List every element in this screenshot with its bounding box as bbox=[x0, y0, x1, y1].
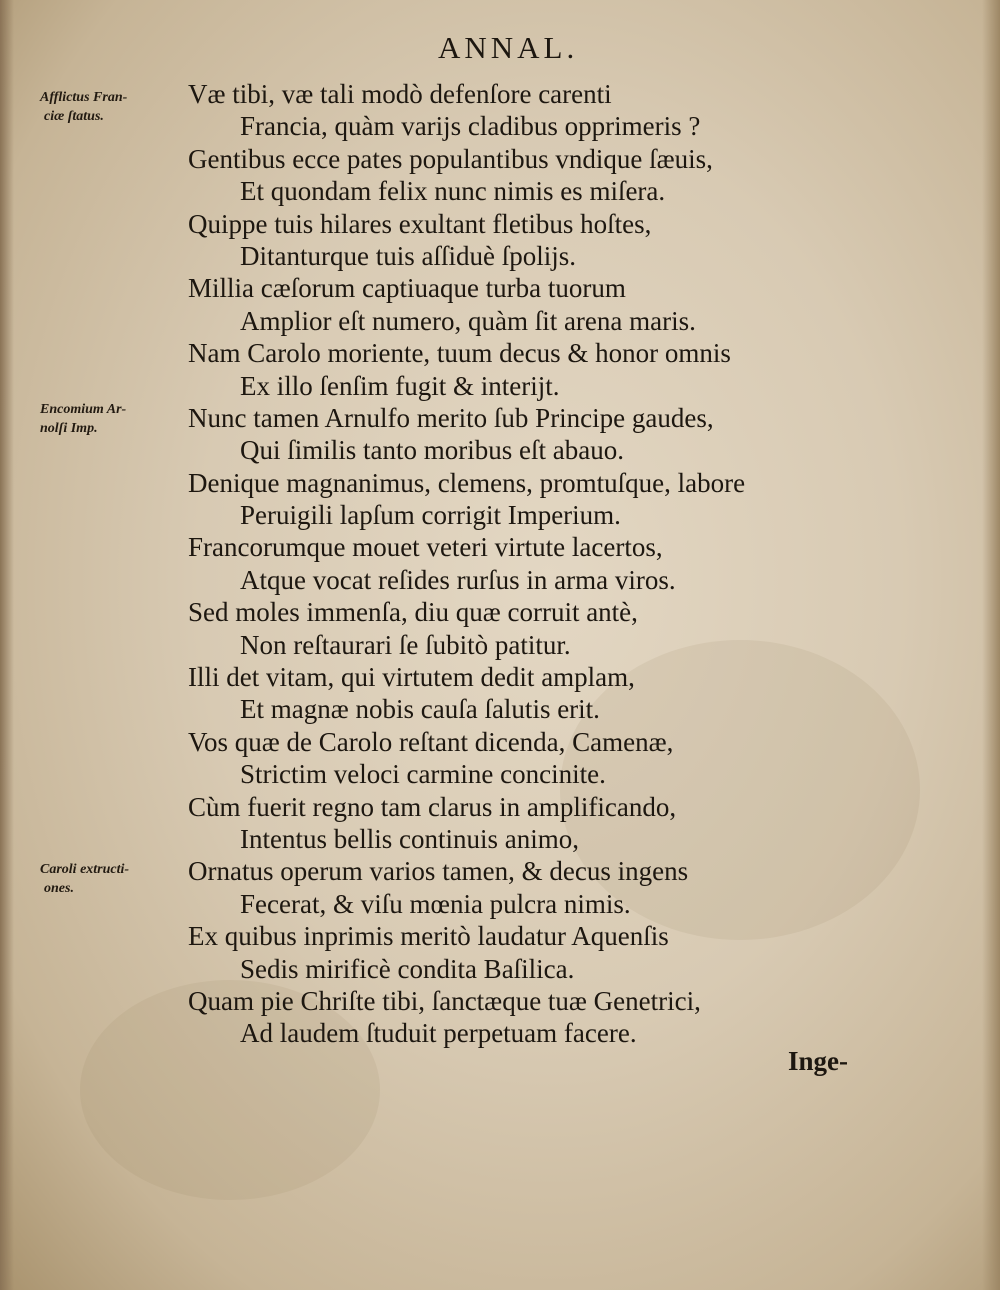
verse-line: Quippe tuis hilares exultant fletibus hoſtes, bbox=[188, 208, 652, 239]
verse-line: Cùm fuerit regno tam clarus in amplificando, bbox=[188, 791, 677, 822]
verse-line: Et magnæ nobis cauſa ſalutis erit. bbox=[240, 694, 600, 725]
verse-line: Ad laudem ſtuduit perpetuam facere. bbox=[240, 1018, 637, 1049]
running-header: ANNAL. bbox=[438, 30, 579, 65]
marginal-note-line: Encomium Ar- bbox=[40, 402, 127, 417]
marginal-note-afflictus bbox=[40, 88, 180, 126]
marginal-note-encomium bbox=[40, 400, 180, 438]
verse-line: Strictim veloci carmine concinite. bbox=[240, 759, 606, 790]
verse-line: Ditanturque tuis aſſiduè ſpolijs. bbox=[240, 240, 576, 271]
verse-line: Quam pie Chriſte tibi, ſanctæque tuæ Genetrici, bbox=[188, 985, 701, 1016]
verse-line: Ornatus operum varios tamen, & decus ingens bbox=[188, 856, 689, 887]
marginal-note-line: Caroli extructi- bbox=[40, 862, 130, 877]
verse-line: Et quondam felix nunc nimis es miſera. bbox=[240, 176, 666, 207]
marginal-note-caroli bbox=[40, 860, 180, 898]
verse-line: Intentus bellis continuis animo, bbox=[240, 823, 579, 854]
marginal-note-line: Afflictus Fran- bbox=[40, 90, 128, 105]
verse-line: Sedis mirificè condita Baſilica. bbox=[240, 953, 575, 984]
marginal-note-line: nolſi Imp. bbox=[40, 421, 98, 436]
catchword: Inge- bbox=[788, 1046, 848, 1076]
verse-line: Amplior eſt numero, quàm ſit arena maris. bbox=[240, 305, 696, 336]
verse-line: Non reſtaurari ſe ſubitò patitur. bbox=[240, 629, 571, 660]
verse-line: Francia, quàm varijs cladibus opprimeris ? bbox=[240, 111, 701, 142]
poem-verses bbox=[188, 78, 838, 1050]
verse-line: Nam Carolo moriente, tuum decus & honor omnis bbox=[188, 338, 731, 369]
verse-line: Denique magnanimus, clemens, promtuſque, labore bbox=[188, 467, 746, 498]
verse-line: Væ tibi, væ tali modò defenſore carenti bbox=[188, 79, 612, 109]
verse-line: Fecerat, & viſu mœnia pulcra nimis. bbox=[240, 888, 631, 919]
verse-line: Gentibus ecce pates populantibus vndique ſæuis, bbox=[188, 143, 713, 174]
marginal-note-line: ciæ ſtatus. bbox=[44, 109, 104, 124]
marginal-note-line: ones. bbox=[44, 881, 74, 896]
verse-line: Ex illo ſenſim fugit & interijt. bbox=[240, 370, 560, 401]
verse-line: Nunc tamen Arnulfo merito ſub Principe gaudes, bbox=[188, 402, 714, 433]
verse-line: Qui ſimilis tanto moribus eſt abauo. bbox=[240, 435, 624, 466]
verse-line: Ex quibus inprimis meritò laudatur Aquenſis bbox=[188, 921, 669, 952]
verse-line: Atque vocat reſides rurſus in arma viros. bbox=[240, 564, 676, 595]
verse-line: Illi det vitam, qui virtutem dedit amplam, bbox=[188, 662, 635, 693]
verse-line: Francorumque mouet veteri virtute lacertos, bbox=[188, 532, 663, 563]
verse-line: Peruigili lapſum corrigit Imperium. bbox=[240, 500, 621, 531]
verse-line: Sed moles immenſa, diu quæ corruit antè, bbox=[188, 597, 638, 628]
verse-line: Millia cæſorum captiuaque turba tuorum bbox=[188, 273, 626, 304]
verse-line: Vos quæ de Carolo reſtant dicenda, Camenæ, bbox=[188, 726, 674, 757]
